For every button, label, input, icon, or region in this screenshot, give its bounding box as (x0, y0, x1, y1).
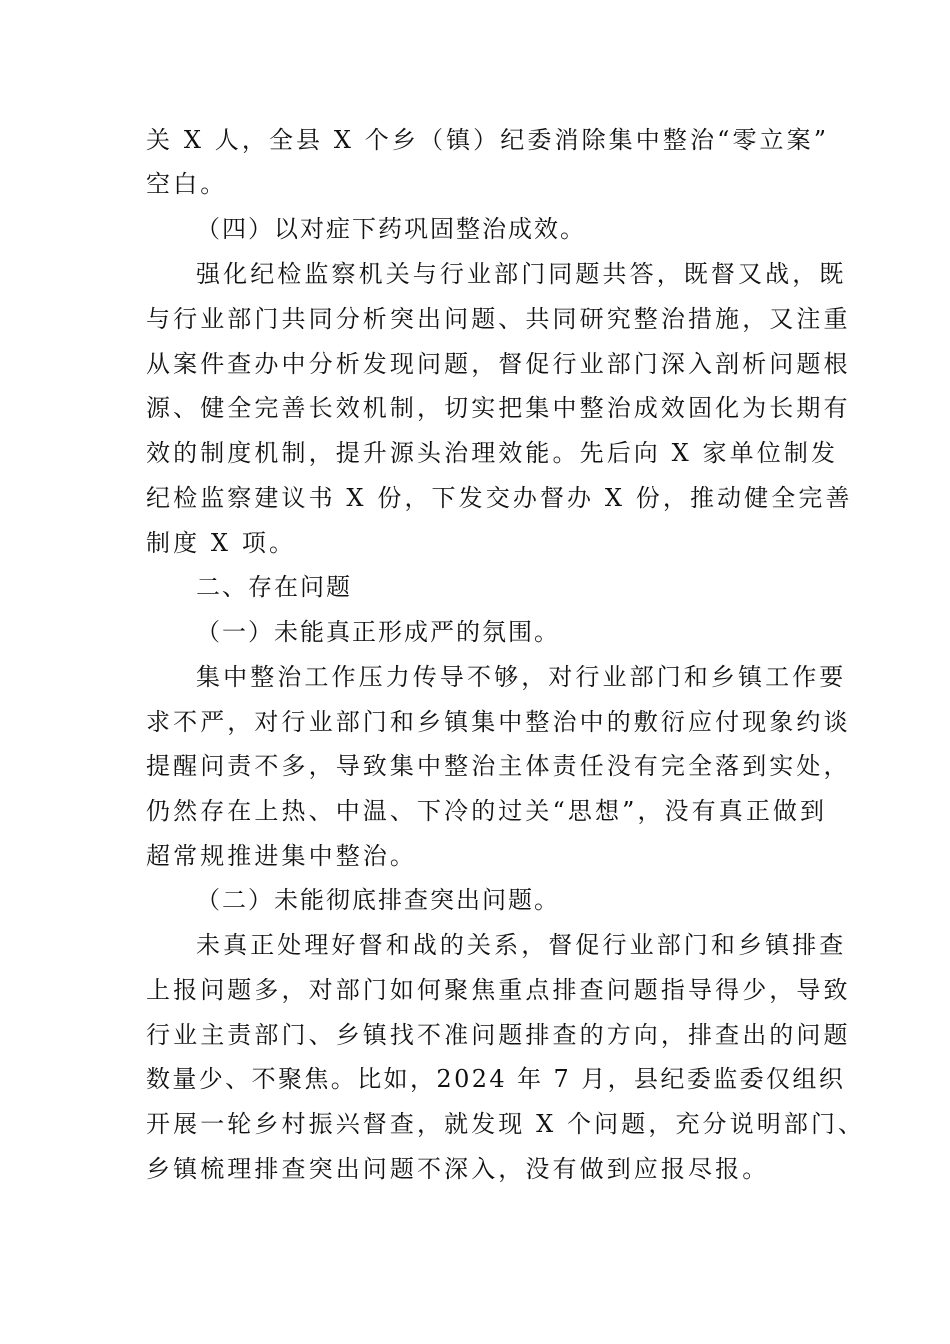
paragraph-line: 乡镇梳理排查突出问题不深入，没有做到应报尽报。 (146, 1155, 770, 1183)
paragraph-line: 超常规推进集中整治。 (146, 842, 417, 870)
paragraph-line: 空白。 (146, 170, 228, 198)
section-subheading-2: （二）未能彻底排查突出问题。 (196, 886, 560, 914)
paragraph-line: 强化纪检监察机关与行业部门同题共答，既督又战，既 (196, 260, 847, 288)
paragraph-line: 上报问题多，对部门如何聚焦重点排查问题指导得少，导致 (146, 976, 851, 1004)
paragraph-line: 从案件查办中分析发现问题，督促行业部门深入剖析问题根 (146, 350, 851, 378)
paragraph-line: 效的制度机制，提升源头治理效能。先后向 X 家单位制发 (146, 439, 839, 467)
paragraph-line: 开展一轮乡村振兴督查，就发现 X 个问题，充分说明部门、 (146, 1110, 866, 1138)
paragraph-line: 集中整治工作压力传导不够，对行业部门和乡镇工作要 (196, 663, 847, 691)
paragraph-line: 关 X 人，全县 X 个乡（镇）纪委消除集中整治“零立案” (146, 126, 830, 154)
paragraph-line: 提醒问责不多，导致集中整治主体责任没有完全落到实处， (146, 752, 851, 780)
paragraph-line: 纪检监察建议书 X 份，下发交办督办 X 份，推动健全完善 (146, 484, 853, 512)
paragraph-line: 源、健全完善长效机制，切实把集中整治成效固化为长期有 (146, 394, 851, 422)
paragraph-line: 求不严，对行业部门和乡镇集中整治中的敷衍应付现象约谈 (146, 708, 851, 736)
paragraph-line: 仍然存在上热、中温、下冷的过关“思想”，没有真正做到 (146, 797, 828, 825)
paragraph-line: 行业主责部门、乡镇找不准问题排查的方向，排查出的问题 (146, 1021, 851, 1049)
paragraph-line: 制度 X 项。 (146, 529, 297, 557)
paragraph-line: 未真正处理好督和战的关系，督促行业部门和乡镇排查 (196, 931, 847, 959)
section-heading-2: 二、存在问题 (196, 573, 352, 601)
paragraph-line: 与行业部门共同分析突出问题、共同研究整治措施，又注重 (146, 305, 851, 333)
section-subheading-1: （一）未能真正形成严的氛围。 (196, 618, 560, 646)
paragraph-line: 数量少、不聚焦。比如，2024 年 7 月，县纪委监委仅组织 (146, 1065, 846, 1093)
section-subheading-4: （四）以对症下药巩固整治成效。 (196, 215, 586, 243)
